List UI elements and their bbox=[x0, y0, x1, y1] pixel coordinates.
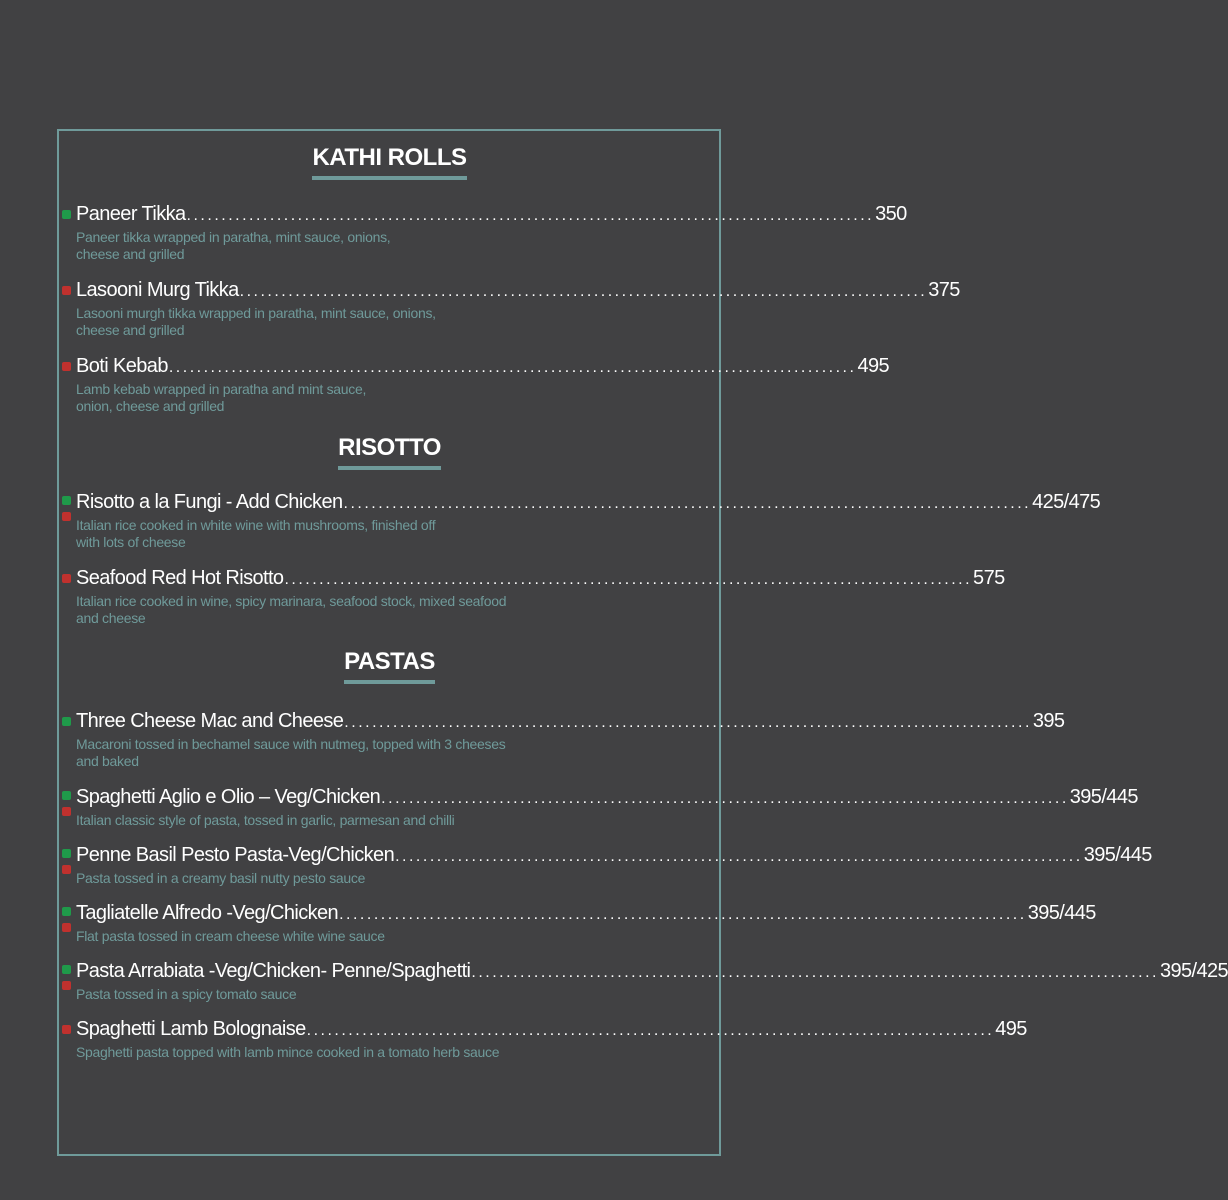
item-description bbox=[62, 593, 708, 627]
description-line: Lamb kebab wrapped in paratha and mint sauce, bbox=[76, 381, 367, 397]
item-description bbox=[62, 812, 708, 829]
dot-leader: ................................................................................................... bbox=[339, 906, 1027, 923]
description-line: Pasta tossed in a spicy tomato sauce bbox=[76, 986, 297, 1002]
description-line: Spaghetti pasta topped with lamb mince cooked in a tomato herb sauce bbox=[76, 1044, 500, 1060]
item-name: Boti Kebab bbox=[76, 355, 168, 377]
dot-leader: ................................................................................................... bbox=[284, 571, 973, 588]
item-price: 375 bbox=[928, 279, 960, 301]
menu-item-lasooni-murg-tikka bbox=[62, 278, 960, 339]
dot-leader: ................................................................................................... bbox=[306, 1022, 995, 1039]
menu-item-paneer-tikka bbox=[62, 202, 907, 263]
dot-leader: ................................................................................................... bbox=[239, 283, 928, 300]
item-price: 395 bbox=[1032, 710, 1065, 732]
item-description bbox=[62, 736, 708, 770]
item-price: 395/445 bbox=[1083, 844, 1152, 866]
description-line: cheese and grilled bbox=[76, 322, 185, 338]
description-line: onion, cheese and grilled bbox=[76, 398, 225, 414]
description-line: Italian rice cooked in white wine with mushrooms, finished off bbox=[76, 517, 436, 533]
item-name: Penne Basil Pesto Pasta-Veg/Chicken bbox=[76, 844, 395, 866]
section-title-risotto bbox=[0, 434, 779, 470]
item-name: Three Cheese Mac and Cheese bbox=[76, 710, 344, 732]
item-description bbox=[62, 381, 708, 415]
description-line: Italian classic style of pasta, tossed in garlic, parmesan and chilli bbox=[76, 812, 455, 828]
item-price: 395/425 bbox=[1159, 960, 1228, 982]
item-price: 350 bbox=[875, 203, 907, 225]
menu-item-pasta-arrabiata bbox=[62, 959, 1228, 1003]
description-line: Italian rice cooked in wine, spicy marinara, seafood stock, mixed seafood bbox=[76, 593, 507, 609]
section-title-pastas bbox=[0, 648, 779, 684]
item-name: Paneer Tikka bbox=[76, 203, 186, 225]
menu-item-tagliatelle-alfredo bbox=[62, 901, 1096, 945]
menu-item-mac-and-cheese bbox=[62, 709, 1065, 770]
item-name: Seafood Red Hot Risotto bbox=[76, 567, 284, 589]
dot-leader: ................................................................................................... bbox=[343, 495, 1032, 512]
dot-leader: ................................................................................................... bbox=[395, 848, 1083, 865]
item-price: 425/475 bbox=[1032, 491, 1101, 513]
menu-item-basil-pesto bbox=[62, 843, 1152, 887]
menu-item-boti-kebab bbox=[62, 354, 890, 415]
description-line: and cheese bbox=[76, 610, 146, 626]
description-line: and baked bbox=[76, 753, 139, 769]
description-line: cheese and grilled bbox=[76, 246, 185, 262]
dot-leader: ................................................................................................... bbox=[344, 714, 1032, 731]
description-line: Pasta tossed in a creamy basil nutty pesto sauce bbox=[76, 870, 366, 886]
dot-leader: ................................................................................................... bbox=[186, 207, 875, 224]
item-price: 395/445 bbox=[1027, 902, 1096, 924]
section-title-kathi-rolls bbox=[0, 144, 779, 180]
item-description bbox=[62, 1044, 708, 1061]
item-name: Risotto a la Fungi - Add Chicken bbox=[76, 491, 343, 513]
section-heading: KATHI ROLLS bbox=[312, 144, 466, 180]
item-price: 395/445 bbox=[1069, 786, 1138, 808]
item-name: Tagliatelle Alfredo -Veg/Chicken bbox=[76, 902, 339, 924]
menu-item-aglio-e-olio bbox=[62, 785, 1138, 829]
item-name: Pasta Arrabiata -Veg/Chicken- Penne/Spaghetti bbox=[76, 960, 471, 982]
item-description bbox=[62, 986, 708, 1003]
dot-leader: ................................................................................................... bbox=[168, 359, 857, 376]
description-line: Flat pasta tossed in cream cheese white wine sauce bbox=[76, 928, 385, 944]
description-line: with lots of cheese bbox=[76, 534, 186, 550]
description-line: Lasooni murgh tikka wrapped in paratha, mint sauce, onions, bbox=[76, 305, 436, 321]
dot-leader: ................................................................................................... bbox=[471, 964, 1159, 981]
item-description bbox=[62, 229, 708, 263]
item-price: 495 bbox=[995, 1018, 1027, 1040]
description-line: Paneer tikka wrapped in paratha, mint sauce, onions, bbox=[76, 229, 391, 245]
dot-leader: ................................................................................................... bbox=[381, 790, 1069, 807]
section-heading: RISOTTO bbox=[338, 434, 441, 470]
item-name: Spaghetti Lamb Bolognaise bbox=[76, 1018, 306, 1040]
menu-item-seafood-risotto bbox=[62, 566, 1005, 627]
menu-item-risotto-fungi bbox=[62, 490, 1101, 551]
item-name: Spaghetti Aglio e Olio – Veg/Chicken bbox=[76, 786, 381, 808]
item-description bbox=[62, 305, 708, 339]
description-line: Macaroni tossed in bechamel sauce with nutmeg, topped with 3 cheeses bbox=[76, 736, 506, 752]
item-description bbox=[62, 928, 708, 945]
menu-item-lamb-bolognaise bbox=[62, 1017, 1027, 1061]
item-price: 575 bbox=[973, 567, 1005, 589]
item-description bbox=[62, 517, 708, 551]
item-price: 495 bbox=[857, 355, 890, 377]
section-heading: PASTAS bbox=[344, 648, 435, 684]
item-description bbox=[62, 870, 708, 887]
item-name: Lasooni Murg Tikka bbox=[76, 279, 239, 301]
